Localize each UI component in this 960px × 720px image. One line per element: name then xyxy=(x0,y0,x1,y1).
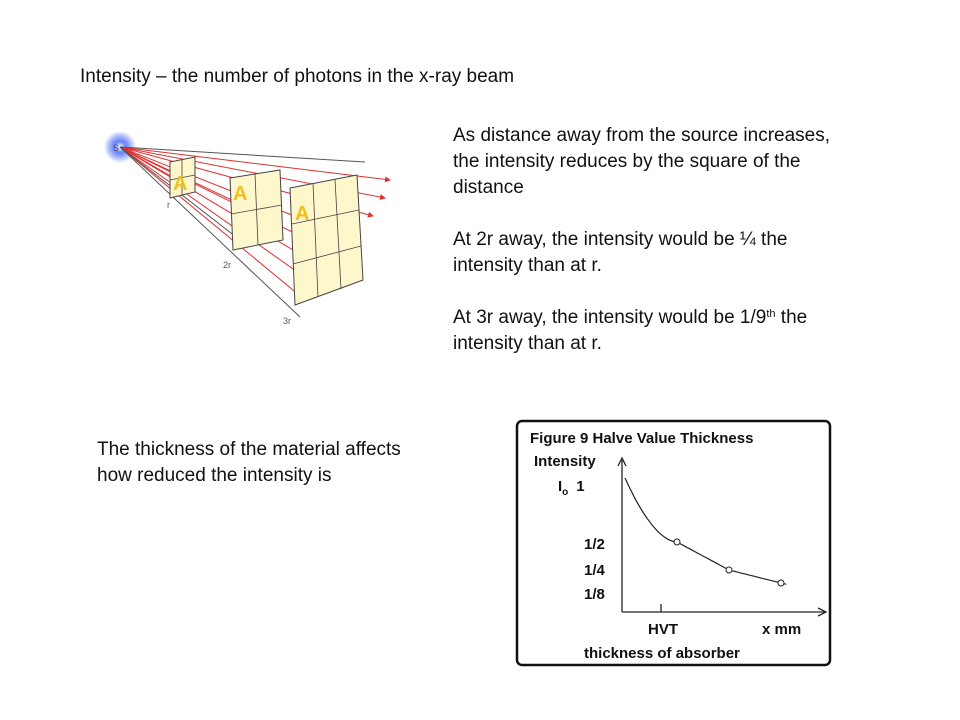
area-panel-3r xyxy=(290,175,363,305)
paragraph-2: At 2r away, the intensity would be ¼ the intensity than at r. xyxy=(453,229,788,276)
hvt-figure xyxy=(514,418,834,670)
y-axis-label: Intensity xyxy=(534,453,596,470)
thickness-note: The thickness of the material affects how reduced the intensity is xyxy=(97,439,401,486)
y-tick-half: 1/2 xyxy=(584,536,605,553)
distance-label-2r: 2r xyxy=(223,260,232,270)
y-tick-eighth: 1/8 xyxy=(584,586,605,603)
area-letter-3r: A xyxy=(295,203,310,225)
io-label: $I_o$ 1 xyxy=(558,478,585,498)
x-axis-label: thickness of absorber xyxy=(584,645,740,662)
source-label: S xyxy=(113,143,120,153)
area-panel-2r xyxy=(230,170,283,250)
slide-heading: Intensity – the number of photons in the x-ray beam xyxy=(80,66,515,87)
data-point-1 xyxy=(674,539,680,545)
distance-label-3r: 3r xyxy=(283,316,292,326)
paragraph-3: At 3r away, the intensity would be 1/9th the intensity than at r. xyxy=(453,307,808,354)
x-tick-hvt: HVT xyxy=(648,621,678,638)
y-tick-quarter: 1/4 xyxy=(584,562,605,579)
paragraph-1: As distance away from the source increases, the intensity reduces by the square of the distance xyxy=(453,125,831,198)
data-point-2 xyxy=(726,567,732,573)
data-point-3 xyxy=(778,580,784,586)
area-letter-2r: A xyxy=(233,183,248,205)
x-unit-label: x mm xyxy=(762,621,802,638)
area-letter-r: A xyxy=(173,173,188,195)
figure-title: Figure 9 Halve Value Thickness xyxy=(530,430,754,447)
distance-label-r: r xyxy=(167,200,170,210)
explanation-text xyxy=(453,123,933,357)
inverse-square-diagram xyxy=(95,120,395,335)
